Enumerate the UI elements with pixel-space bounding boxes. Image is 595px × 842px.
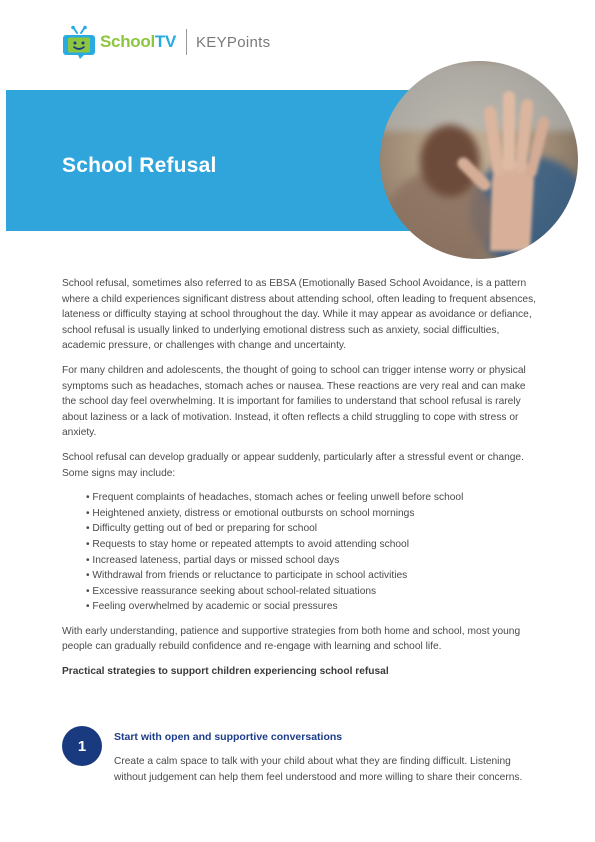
smiling-tv-icon [62, 25, 96, 59]
intro-paragraph-2: For many children and adolescents, the thought of going to school can trigger intense worry or physical symptoms such as headaches, stomach aches or nausea. These reactions are very real and can make the school day feel overwhelming. It is important for families to understand that school refusal is rarely about laziness or a lack of motivation. Instead, it often reflects a child struggling to cope with stress or anxiety. [62, 364, 526, 439]
brand-school: School [100, 32, 155, 51]
strategies-heading: Practical strategies to support children experiencing school refusal [62, 666, 389, 678]
brand-name [100, 32, 176, 52]
section-label: KEYPoints [196, 33, 271, 51]
strategy-title: Start with open and supportive conversations [114, 731, 343, 743]
strategy-text: Create a calm space to talk with your child about what they are finding difficult. Listening without judgement can help them feel understood and more willing to share their concerns. [114, 756, 523, 783]
schooltv-logo [62, 22, 270, 62]
list-item: • Withdrawal from friends or reluctance to participate in school activities [86, 568, 542, 584]
list-item: • Difficulty getting out of bed or preparing for school [86, 521, 542, 537]
intro-paragraph-3: School refusal can develop gradually or appear suddenly, particularly after a stressful event or change. Some signs may include: [62, 451, 524, 479]
child-hand-raised-photo [380, 61, 578, 259]
intro-paragraph-1: School refusal, sometimes also referred to as EBSA (Emotionally Based School Avoidance, is a pattern where a child experiences significant distress about attending school, often leading to frequent absences, lateness or difficulty staying at school throughout the day. While it may appear as avoidance or defiance, school refusal is usually linked to underlying emotional distress such as anxiety, social difficulties, academic pressure, or challenges with change and uncertainty. [62, 278, 537, 352]
page-title: School Refusal [62, 154, 217, 177]
list-item: • Requests to stay home or repeated attempts to avoid attending school [86, 537, 542, 553]
article-body [62, 276, 542, 689]
list-item: • Feeling overwhelmed by academic or social pressures [86, 599, 542, 615]
step-number-badge: 1 [62, 726, 102, 766]
list-item: • Increased lateness, partial days or missed school days [86, 553, 542, 569]
brand-tv: TV [154, 32, 176, 51]
list-item: • Heightened anxiety, distress or emotional outbursts on school mornings [86, 506, 542, 522]
logo-divider [186, 29, 187, 55]
signs-list [86, 490, 542, 615]
list-item: • Frequent complaints of headaches, stomach aches or feeling unwell before school [86, 490, 542, 506]
list-item: • Excessive reassurance seeking about school-related situations [86, 584, 542, 600]
closing-paragraph: With early understanding, patience and supportive strategies from both home and school, most young people can gradually rebuild confidence and re-engage with learning and school life. [62, 625, 521, 653]
